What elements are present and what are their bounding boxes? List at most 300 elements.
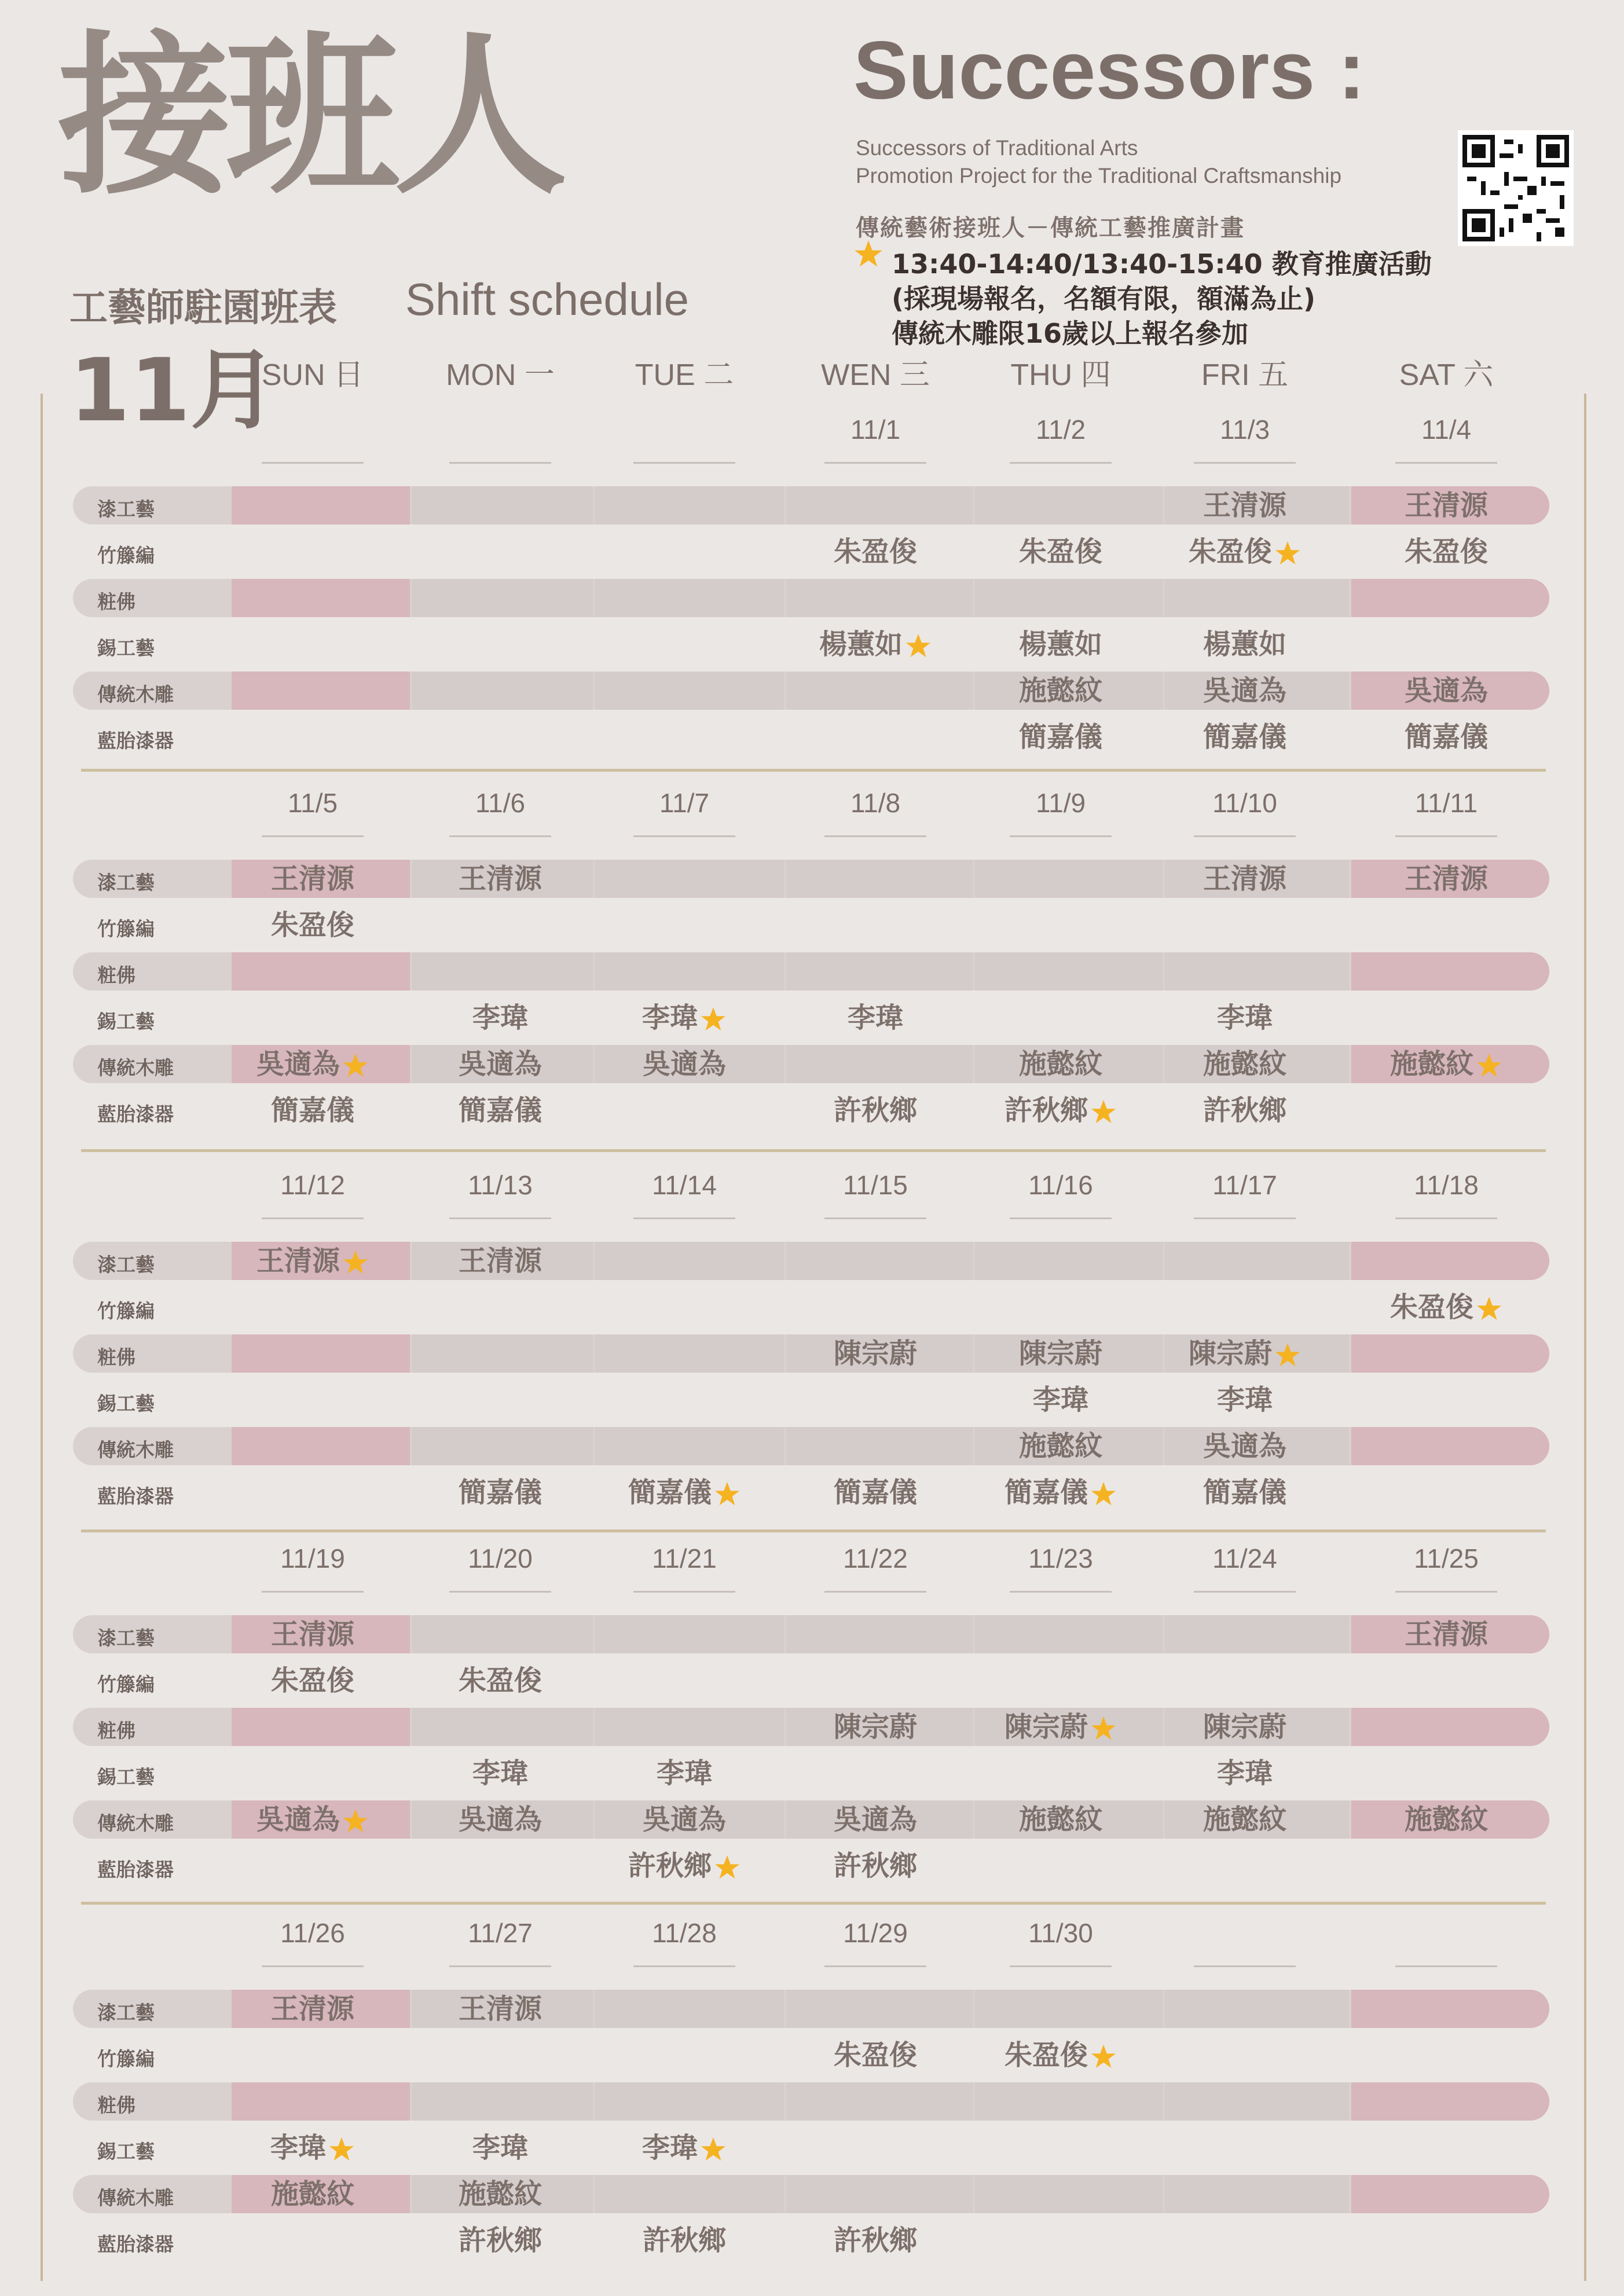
artisan-name <box>597 999 771 1037</box>
day-header-4: THU 四 <box>1010 358 1111 392</box>
day-header-3: WEN 三 <box>821 358 930 392</box>
schedule-cell-bg <box>412 579 593 617</box>
artisan-name <box>226 1045 399 1083</box>
date-underline <box>633 1965 735 1967</box>
schedule-cell-bg <box>1165 1990 1349 2028</box>
artisan-name-text: 施懿紋 <box>458 2178 542 2210</box>
date-underline <box>1194 462 1296 464</box>
artisan-name <box>1359 1800 1533 1839</box>
artisan-name-text: 李瑋 <box>1032 1384 1088 1416</box>
date-label: 11/26 <box>280 1918 345 1948</box>
craft-label: 傳統木雕 <box>97 1812 174 1835</box>
schedule-cell-bg <box>595 1990 784 2028</box>
schedule-cell-bg <box>786 486 973 525</box>
artisan-name-text: 陳宗蔚 <box>1188 1337 1272 1370</box>
artisan-name <box>413 1754 587 1792</box>
date-label: 11/12 <box>280 1170 345 1200</box>
week-separator <box>81 1902 1546 1905</box>
artisan-name <box>974 1427 1148 1465</box>
schedule-cell-bg <box>786 952 973 991</box>
artisan-name-text: 許秋鄉 <box>833 2224 917 2257</box>
date-underline <box>1395 462 1497 464</box>
artisan-name-text: 吳適為 <box>1203 1430 1286 1462</box>
date-underline <box>262 1965 364 1967</box>
date-underline <box>1194 835 1296 837</box>
artisan-name-text: 施懿紋 <box>1203 1048 1286 1080</box>
artisan-name-text: 李瑋 <box>472 1002 528 1034</box>
star-icon <box>1274 540 1301 567</box>
artisan-name <box>1158 1334 1332 1373</box>
artisan-name-text: 王清源 <box>1203 863 1286 895</box>
artisan-name <box>1158 533 1332 571</box>
schedule-cell-bg <box>232 2082 410 2121</box>
date-label: 11/5 <box>287 788 338 818</box>
week-separator <box>81 1149 1546 1152</box>
craft-label: 藍胎漆器 <box>97 729 174 752</box>
artisan-name-text: 許秋鄉 <box>642 2224 726 2257</box>
craft-label: 傳統木雕 <box>97 2187 174 2209</box>
date-underline <box>262 1217 364 1219</box>
artisan-name <box>413 1473 587 1512</box>
schedule-cell-bg <box>786 1427 973 1465</box>
artisan-name <box>226 1615 399 1653</box>
artisan-name <box>413 1662 587 1700</box>
schedule-cell-bg <box>975 952 1163 991</box>
star-icon <box>714 1854 740 1881</box>
artisan-name-text: 李瑋 <box>641 1002 698 1034</box>
schedule-cell-bg <box>786 2082 973 2121</box>
star-icon <box>342 1052 369 1079</box>
artisan-name <box>1158 1381 1332 1419</box>
artisan-name-text: 王清源 <box>1404 489 1488 522</box>
artisan-name-text: 李瑋 <box>641 2132 698 2164</box>
artisan-name-text: 施懿紋 <box>1018 674 1102 707</box>
craft-label: 漆工藝 <box>97 1627 155 1649</box>
artisan-name <box>413 860 587 898</box>
schedule-cell-bg <box>1351 2082 1549 2121</box>
artisan-name <box>597 1800 771 1839</box>
schedule-cell-bg <box>232 1427 410 1465</box>
schedule-cell-bg <box>595 1334 784 1373</box>
date-label: 11/20 <box>468 1543 533 1574</box>
craft-label: 粧佛 <box>97 590 135 613</box>
date-label: 11/22 <box>843 1543 908 1574</box>
star-icon <box>714 1481 740 1508</box>
month-label: 11月 <box>69 340 277 441</box>
artisan-name-text: 王清源 <box>270 1993 354 2025</box>
star-icon <box>905 633 932 659</box>
artisan-name-text: 吳適為 <box>642 1803 726 1836</box>
date-underline <box>1010 1217 1112 1219</box>
artisan-name-text: 朱盈俊 <box>1188 536 1272 568</box>
date-label: 11/13 <box>468 1170 533 1200</box>
craft-label: 藍胎漆器 <box>97 1103 174 1125</box>
artisan-name <box>1158 1708 1332 1746</box>
date-underline <box>1194 1217 1296 1219</box>
date-underline <box>1010 835 1112 837</box>
date-underline <box>633 1217 735 1219</box>
schedule-cell-bg <box>786 860 973 898</box>
artisan-name <box>1359 718 1533 756</box>
artisan-name <box>226 1242 399 1280</box>
artisan-name-text: 王清源 <box>458 863 542 895</box>
successors-line-1: Successors of Traditional Arts <box>856 136 1138 160</box>
artisan-name-text: 李瑋 <box>472 2132 528 2164</box>
artisan-name-text: 吳適為 <box>833 1803 917 1836</box>
artisan-name-text: 朱盈俊 <box>1018 536 1102 568</box>
schedule-cell-bg <box>975 486 1163 525</box>
artisan-name <box>789 1473 962 1512</box>
date-underline <box>1194 1965 1296 1967</box>
craft-label: 竹籐編 <box>97 918 155 940</box>
craft-label: 粧佛 <box>97 1346 135 1369</box>
artisan-name <box>1359 486 1533 525</box>
schedule-cell-bg <box>232 486 410 525</box>
schedule-cell-bg <box>786 579 973 617</box>
schedule-cell-bg <box>412 952 593 991</box>
schedule-cell-bg <box>412 672 593 710</box>
artisan-name-text: 陳宗蔚 <box>1004 1711 1088 1743</box>
schedule-cell-bg <box>1165 952 1349 991</box>
craft-label: 漆工藝 <box>97 1253 155 1276</box>
artisan-name <box>789 1847 962 1885</box>
artisan-name <box>413 2129 587 2167</box>
schedule-cell-bg <box>595 2175 784 2213</box>
date-underline <box>1395 1217 1497 1219</box>
date-label: 11/11 <box>1414 788 1478 818</box>
date-label: 11/28 <box>652 1918 717 1948</box>
artisan-name <box>1158 486 1332 525</box>
artisan-name-text: 朱盈俊 <box>833 536 917 568</box>
schedule-cell-bg <box>1165 2082 1349 2121</box>
schedule-cell-bg <box>1351 1427 1549 1465</box>
artisan-name <box>413 2221 587 2260</box>
schedule-cell-bg <box>1351 579 1549 617</box>
craft-label: 漆工藝 <box>97 871 155 894</box>
schedule-cell-bg <box>975 2082 1163 2121</box>
date-underline <box>1010 1965 1112 1967</box>
artisan-name-text: 簡嘉儀 <box>1203 1476 1286 1509</box>
artisan-name-text: 李瑋 <box>472 1757 528 1789</box>
artisan-name-text: 簡嘉儀 <box>458 1094 542 1127</box>
artisan-name <box>1359 533 1533 571</box>
artisan-name <box>1359 860 1533 898</box>
artisan-name-text: 許秋鄉 <box>458 2224 542 2257</box>
logo-text: 接班人 <box>58 13 562 218</box>
date-label: 11/30 <box>1028 1918 1093 1948</box>
date-label: 11/21 <box>652 1543 717 1574</box>
date-underline <box>824 1591 926 1593</box>
schedule-cell-bg <box>412 1334 593 1373</box>
artisan-name-text: 朱盈俊 <box>1004 2039 1088 2071</box>
date-label: 11/15 <box>843 1170 908 1200</box>
artisan-name <box>1158 1091 1332 1129</box>
schedule-cell-bg <box>1351 952 1549 991</box>
artisan-name-text: 施懿紋 <box>1018 1048 1102 1080</box>
schedule-cell-bg <box>786 1990 973 2028</box>
schedule-cell-bg <box>595 1242 784 1280</box>
artisan-name <box>226 1091 399 1129</box>
star-icon <box>328 2136 355 2163</box>
star-icon <box>1090 1099 1117 1125</box>
artisan-name-text: 王清源 <box>270 863 354 895</box>
artisan-name-text: 施懿紋 <box>1404 1803 1488 1836</box>
artisan-name <box>1359 1615 1533 1653</box>
schedule-cell-bg <box>1165 1242 1349 1280</box>
artisan-name <box>1158 1427 1332 1465</box>
artisan-name <box>1158 625 1332 663</box>
date-label: 11/27 <box>468 1918 533 1948</box>
date-label: 11/1 <box>850 415 901 445</box>
day-header-5: FRI 五 <box>1201 358 1289 392</box>
artisan-name <box>413 1045 587 1083</box>
date-label: 11/2 <box>1035 415 1086 445</box>
week-separator <box>81 1530 1546 1532</box>
date-label: 11/29 <box>843 1918 908 1948</box>
qr-code-icon <box>1458 130 1574 246</box>
schedule-cell-bg <box>1165 1615 1349 1653</box>
craft-label: 錫工藝 <box>97 637 155 659</box>
artisan-name-text: 楊蕙如 <box>1203 628 1286 661</box>
artisan-name <box>413 1091 587 1129</box>
schedule-cell-bg <box>786 1242 973 1280</box>
schedule-cell-bg <box>786 1615 973 1653</box>
date-label: 11/19 <box>280 1543 345 1574</box>
star-icon <box>1274 1342 1301 1369</box>
date-label: 11/17 <box>1212 1170 1277 1200</box>
star-icon <box>853 239 884 269</box>
artisan-name <box>1158 999 1332 1037</box>
artisan-name <box>226 1800 399 1839</box>
craft-label: 竹籐編 <box>97 2048 155 2070</box>
schedule-cell-bg <box>1351 1990 1549 2028</box>
schedule-cell-bg <box>1165 2175 1349 2213</box>
star-icon <box>1090 1481 1117 1508</box>
date-underline <box>449 835 551 837</box>
artisan-name-text: 李瑋 <box>847 1002 903 1034</box>
schedule-cell-bg <box>595 2082 784 2121</box>
successors-line-2: Promotion Project for the Traditional Craftsmanship <box>856 164 1342 188</box>
artisan-name-text: 簡嘉儀 <box>833 1476 917 1509</box>
artisan-name <box>974 672 1148 710</box>
star-icon <box>700 1006 727 1033</box>
artisan-name-text: 王清源 <box>256 1245 340 1277</box>
artisan-name-text: 朱盈俊 <box>270 909 354 941</box>
day-header-1: MON 一 <box>446 358 555 392</box>
schedule-cell-bg <box>412 1427 593 1465</box>
artisan-name-text: 陳宗蔚 <box>1203 1711 1286 1743</box>
day-header-6: SAT 六 <box>1399 358 1494 392</box>
craft-label: 漆工藝 <box>97 2001 155 2024</box>
artisan-name-text: 許秋鄉 <box>1004 1094 1088 1127</box>
artisan-name-text: 許秋鄉 <box>628 1850 712 1882</box>
schedule-cell-bg <box>975 1615 1163 1653</box>
schedule-cell-bg <box>1351 2175 1549 2213</box>
craft-label: 藍胎漆器 <box>97 2233 174 2255</box>
schedule-cell-bg <box>786 672 973 710</box>
date-underline <box>824 1965 926 1967</box>
date-underline <box>449 1217 551 1219</box>
date-underline <box>449 462 551 464</box>
artisan-name-text: 陳宗蔚 <box>1018 1337 1102 1370</box>
artisan-name <box>974 1708 1148 1746</box>
date-underline <box>262 462 364 464</box>
schedule-cell-bg <box>1351 1242 1549 1280</box>
artisan-name-text: 簡嘉儀 <box>1404 721 1488 753</box>
date-label: 11/18 <box>1414 1170 1479 1200</box>
craft-label: 錫工藝 <box>97 1766 155 1788</box>
date-underline <box>1395 1591 1497 1593</box>
date-underline <box>1194 1591 1296 1593</box>
artisan-name-text: 朱盈俊 <box>270 1664 354 1697</box>
artisan-name-text: 吳適為 <box>256 1803 340 1836</box>
date-label: 11/23 <box>1028 1543 1093 1574</box>
artisan-name-text: 李瑋 <box>1216 1002 1273 1034</box>
schedule-cell-bg <box>975 860 1163 898</box>
date-label: 11/6 <box>475 788 526 818</box>
artisan-name <box>597 1045 771 1083</box>
artisan-name <box>226 1662 399 1700</box>
artisan-name <box>1158 1473 1332 1512</box>
artisan-name <box>597 1847 771 1885</box>
artisan-name <box>974 1381 1148 1419</box>
schedule-cell-bg <box>595 1427 784 1465</box>
date-underline <box>1010 1591 1112 1593</box>
artisan-name-text: 簡嘉儀 <box>628 1476 712 1509</box>
schedule-cell-bg <box>975 1242 1163 1280</box>
artisan-name <box>789 2036 962 2074</box>
schedule-cell-bg <box>232 579 410 617</box>
artisan-name-text: 陳宗蔚 <box>833 1711 917 1743</box>
artisan-name-text: 李瑋 <box>270 2132 326 2164</box>
artisan-name <box>597 1754 771 1792</box>
day-header-0: SUN 日 <box>261 358 364 392</box>
date-underline <box>633 462 735 464</box>
artisan-name <box>789 1091 962 1129</box>
schedule-cell-bg <box>786 2175 973 2213</box>
artisan-name <box>1158 1045 1332 1083</box>
artisan-name-text: 李瑋 <box>1216 1384 1273 1416</box>
artisan-name <box>1158 860 1332 898</box>
schedule-cell-bg <box>232 672 410 710</box>
date-underline <box>824 462 926 464</box>
artisan-name <box>597 2221 771 2260</box>
artisan-name-text: 楊蕙如 <box>819 628 903 661</box>
artisan-name <box>597 2129 771 2167</box>
artisan-name <box>789 533 962 571</box>
artisan-name-text: 王清源 <box>458 1245 542 1277</box>
craft-label: 粧佛 <box>97 1719 135 1742</box>
frame-line-right <box>1584 394 1586 2281</box>
project-name-cn: 傳統藝術接班人－傳統工藝推廣計畫 <box>856 215 1245 241</box>
craft-label: 竹籐編 <box>97 544 155 567</box>
schedule-cell-bg <box>232 1708 410 1746</box>
craft-label: 藍胎漆器 <box>97 1858 174 1881</box>
artisan-name <box>1359 1045 1533 1083</box>
artisan-name-text: 吳適為 <box>256 1048 340 1080</box>
date-underline <box>262 1591 364 1593</box>
craft-label: 藍胎漆器 <box>97 1485 174 1508</box>
craft-label: 錫工藝 <box>97 1010 155 1033</box>
artisan-name <box>974 1045 1148 1083</box>
successors-title: Successors : <box>853 24 1366 116</box>
artisan-name <box>789 1800 962 1839</box>
date-underline <box>633 1591 735 1593</box>
craft-label: 漆工藝 <box>97 498 155 520</box>
artisan-name <box>413 999 587 1037</box>
star-icon <box>342 1808 369 1835</box>
schedule-cell-bg <box>595 486 784 525</box>
artisan-name <box>789 2221 962 2260</box>
artisan-name <box>1359 672 1533 710</box>
artisan-name-text: 王清源 <box>1404 1618 1488 1651</box>
schedule-cell-bg <box>595 579 784 617</box>
artisan-name <box>413 1242 587 1280</box>
date-underline <box>633 835 735 837</box>
artisan-name-text: 簡嘉儀 <box>1203 721 1286 753</box>
artisan-name-text: 李瑋 <box>1216 1757 1273 1789</box>
craft-label: 竹籐編 <box>97 1673 155 1696</box>
artisan-name-text: 許秋鄉 <box>833 1094 917 1127</box>
schedule-cell-bg <box>786 1045 973 1083</box>
craft-label: 錫工藝 <box>97 1392 155 1415</box>
artisan-name-text: 施懿紋 <box>270 2178 354 2210</box>
artisan-name <box>789 625 962 663</box>
artisan-name-text: 朱盈俊 <box>1390 1291 1473 1323</box>
date-underline <box>449 1591 551 1593</box>
craft-label: 傳統木雕 <box>97 1439 174 1461</box>
schedule-cell-bg <box>595 1708 784 1746</box>
date-underline <box>262 835 364 837</box>
schedule-cell-bg <box>595 860 784 898</box>
date-underline <box>1010 462 1112 464</box>
artisan-name-text: 吳適為 <box>458 1803 542 1836</box>
star-icon <box>1476 1296 1502 1322</box>
schedule-cell-bg <box>412 2082 593 2121</box>
date-underline <box>1395 1965 1497 1967</box>
star-icon <box>1476 1052 1502 1079</box>
artisan-name <box>1158 718 1332 756</box>
artisan-name <box>974 1800 1148 1839</box>
notice-age-limit: 傳統木雕限16歲以上報名參加 <box>892 318 1249 349</box>
notice-registration: (採現場報名，名額有限，額滿為止) <box>892 283 1316 314</box>
artisan-name <box>789 1334 962 1373</box>
star-icon <box>1090 2044 1117 2070</box>
qr-code[interactable] <box>1458 130 1574 246</box>
star-icon <box>700 2136 727 2163</box>
craft-label: 粧佛 <box>97 964 135 986</box>
artisan-name-text: 簡嘉儀 <box>1004 1476 1088 1509</box>
artisan-name-text: 朱盈俊 <box>833 2039 917 2071</box>
artisan-name <box>226 906 399 944</box>
artisan-name <box>226 860 399 898</box>
artisan-name <box>413 2175 587 2213</box>
date-label: 11/8 <box>850 788 901 818</box>
artisan-name-text: 李瑋 <box>656 1757 712 1789</box>
date-label: 11/14 <box>652 1170 717 1200</box>
date-label: 11/4 <box>1421 415 1472 445</box>
craft-label: 竹籐編 <box>97 1300 155 1322</box>
artisan-name <box>1158 672 1332 710</box>
craft-label: 傳統木雕 <box>97 683 174 706</box>
craft-label: 粧佛 <box>97 2094 135 2117</box>
artisan-name <box>226 2175 399 2213</box>
artisan-name-text: 王清源 <box>270 1618 354 1651</box>
schedule-cell-bg <box>1351 1708 1549 1746</box>
schedule-cell-bg <box>412 1615 593 1653</box>
artisan-name <box>413 1800 587 1839</box>
date-label: 11/16 <box>1028 1170 1093 1200</box>
